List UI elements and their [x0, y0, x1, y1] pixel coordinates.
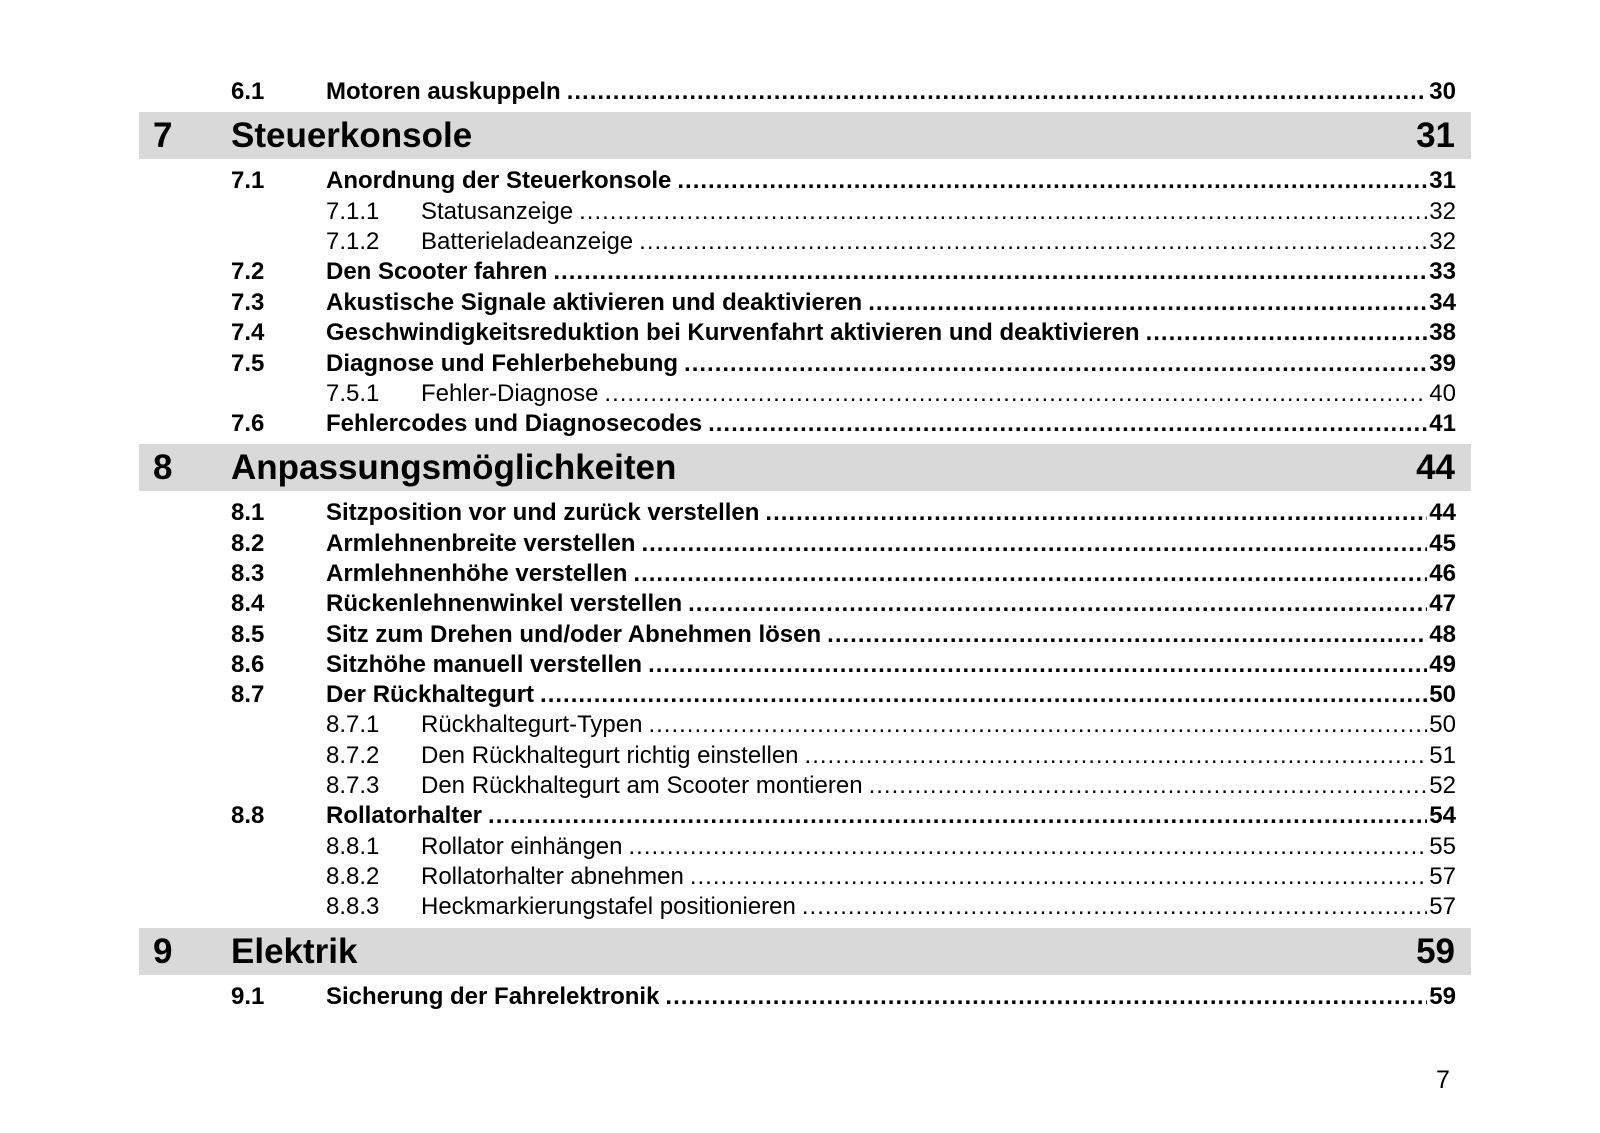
toc-entry-number: 7.1	[231, 166, 265, 194]
toc-dot-leader	[633, 560, 1427, 588]
toc-entry-number: 7.3	[231, 288, 265, 316]
toc-entry-page: 59	[1416, 931, 1455, 971]
toc-entry-title: Diagnose und Fehlerbehebung	[326, 349, 679, 377]
toc-entry-page: 32	[1429, 197, 1456, 225]
toc-entry-number: 7.1.1	[326, 197, 380, 225]
toc-entry-number: 7.5	[231, 349, 265, 377]
toc-entry-number: 8.8.2	[326, 862, 380, 890]
toc-entry-page: 57	[1429, 862, 1456, 890]
toc-entry-page: 50	[1429, 710, 1456, 738]
toc-entry-number: 8.7.1	[326, 710, 380, 738]
toc-entry-number: 7.5.1	[326, 379, 380, 407]
toc-entry-title: Statusanzeige	[421, 197, 574, 225]
toc-entry-title: Heckmarkierungstafel positionieren	[421, 892, 796, 920]
toc-subsection-row[interactable]	[231, 378, 1456, 409]
toc-entry-title: Der Rückhaltegurt	[326, 680, 535, 708]
toc-entry-title: Steuerkonsole	[231, 115, 473, 155]
toc-entry-page: 31	[1416, 115, 1455, 155]
toc-section-row[interactable]	[231, 981, 1456, 1012]
toc-dot-leader	[765, 499, 1427, 527]
toc-entry-number: 8.1	[231, 498, 265, 526]
toc-subsection-row[interactable]	[231, 740, 1456, 771]
toc-section-row[interactable]	[231, 649, 1456, 680]
toc-entry-page: 45	[1429, 529, 1456, 557]
toc-subsection-row[interactable]	[231, 891, 1456, 922]
toc-entry-number: 8.8.1	[326, 832, 380, 860]
toc-dot-leader	[641, 530, 1427, 558]
toc-entry-title: Sitzhöhe manuell verstellen	[326, 650, 643, 678]
toc-entry-number: 8.3	[231, 559, 265, 587]
page-number: 7	[1436, 1066, 1450, 1094]
toc-entry-page: 49	[1429, 650, 1456, 678]
toc-dot-leader	[648, 651, 1427, 679]
toc-entry-number: 7.4	[231, 318, 265, 346]
toc-entry-title: Sicherung der Fahrelektronik	[326, 982, 660, 1010]
toc-entry-page: 47	[1429, 589, 1456, 617]
toc-dot-leader	[665, 983, 1427, 1011]
toc-section-row[interactable]	[231, 317, 1456, 348]
toc-entry-title: Rollatorhalter	[326, 801, 483, 829]
toc-entry-number: 8.4	[231, 589, 265, 617]
toc-entry-page: 51	[1429, 741, 1456, 769]
toc-entry-page: 33	[1429, 257, 1456, 285]
toc-entry-number: 7	[153, 115, 173, 155]
toc-entry-title: Sitzposition vor und zurück verstellen	[326, 498, 760, 526]
toc-entry-number: 8.8.3	[326, 892, 380, 920]
toc-dot-leader	[1146, 319, 1428, 347]
toc-entry-page: 59	[1429, 982, 1456, 1010]
toc-dot-leader	[553, 258, 1427, 286]
toc-section-row[interactable]	[231, 256, 1456, 287]
toc-entry-page: 31	[1429, 166, 1456, 194]
toc-dot-leader	[639, 228, 1427, 256]
toc-entry-title: Sitz zum Drehen und/oder Abnehmen lösen	[326, 620, 822, 648]
toc-entry-title: Den Rückhaltegurt am Scooter montieren	[421, 771, 863, 799]
toc-entry-number: 8.7	[231, 680, 265, 708]
toc-entry-page: 41	[1429, 409, 1456, 437]
toc-entry-number: 9.1	[231, 982, 265, 1010]
toc-entry-number: 7.1.2	[326, 227, 380, 255]
toc-subsection-row[interactable]	[231, 226, 1456, 257]
toc-entry-page: 34	[1429, 288, 1456, 316]
toc-subsection-row[interactable]	[231, 861, 1456, 892]
toc-dot-leader	[868, 289, 1427, 317]
toc-entry-title: Akustische Signale aktivieren und deaktivieren	[326, 288, 863, 316]
toc-dot-leader	[540, 681, 1427, 709]
toc-section-row[interactable]	[231, 165, 1456, 196]
toc-entry-number: 7.6	[231, 409, 265, 437]
toc-dot-leader	[677, 167, 1427, 195]
toc-section-row[interactable]	[231, 558, 1456, 589]
toc-entry-number: 8.8	[231, 801, 265, 829]
toc-dot-leader	[579, 198, 1427, 226]
toc-entry-page: 39	[1429, 349, 1456, 377]
toc-entry-number: 6.1	[231, 77, 265, 105]
toc-dot-leader	[488, 802, 1427, 830]
toc-section-row[interactable]	[231, 528, 1456, 559]
toc-entry-page: 57	[1429, 892, 1456, 920]
toc-entry-title: Rollatorhalter abnehmen	[421, 862, 684, 890]
toc-entry-title: Fehlercodes und Diagnosecodes	[326, 409, 703, 437]
toc-section-row[interactable]	[231, 287, 1456, 318]
toc-entry-title: Geschwindigkeitsreduktion bei Kurvenfahrt aktivieren und deaktivieren	[326, 318, 1140, 346]
toc-entry-number: 8.5	[231, 620, 265, 648]
toc-section-row[interactable]	[231, 619, 1456, 650]
toc-section-row[interactable]	[231, 408, 1456, 439]
toc-entry-page: 52	[1429, 771, 1456, 799]
toc-subsection-row[interactable]	[231, 709, 1456, 740]
toc-dot-leader	[688, 590, 1427, 618]
toc-entry-title: Anpassungsmöglichkeiten	[231, 447, 677, 487]
toc-dot-leader	[827, 621, 1427, 649]
toc-dot-leader	[648, 711, 1427, 739]
toc-entry-title: Fehler-Diagnose	[421, 379, 599, 407]
toc-subsection-row[interactable]	[231, 196, 1456, 227]
toc-entry-title: Anordnung der Steuerkonsole	[326, 166, 672, 194]
toc-dot-leader	[604, 380, 1427, 408]
toc-entry-page: 44	[1416, 447, 1455, 487]
toc-chapter-row[interactable]	[139, 444, 1471, 491]
toc-entry-title: Rückenlehnenwinkel verstellen	[326, 589, 683, 617]
toc-entry-title: Batterieladeanzeige	[421, 227, 634, 255]
toc-entry-title: Rollator einhängen	[421, 832, 623, 860]
toc-section-row[interactable]	[231, 679, 1456, 710]
toc-subsection-row[interactable]	[231, 770, 1456, 801]
toc-dot-leader	[869, 772, 1428, 800]
toc-entry-title: Den Rückhaltegurt richtig einstellen	[421, 741, 799, 769]
toc-entry-number: 8.2	[231, 529, 265, 557]
toc-entry-number: 7.2	[231, 257, 265, 285]
toc-dot-leader	[628, 833, 1427, 861]
toc-entry-title: Elektrik	[231, 931, 358, 971]
toc-dot-leader	[690, 863, 1427, 891]
toc-entry-title: Motoren auskuppeln	[326, 77, 561, 105]
toc-entry-number: 8.7.2	[326, 741, 380, 769]
toc-entry-number: 9	[153, 931, 173, 971]
toc-dot-leader	[708, 410, 1427, 438]
toc-entry-page: 44	[1429, 498, 1456, 526]
toc-section-row[interactable]	[231, 348, 1456, 379]
toc-entry-page: 50	[1429, 680, 1456, 708]
toc-entry-page: 40	[1429, 379, 1456, 407]
toc-section-row[interactable]	[231, 800, 1456, 831]
toc-dot-leader	[567, 78, 1428, 106]
toc-entry-title: Den Scooter fahren	[326, 257, 548, 285]
toc-entry-number: 8	[153, 447, 173, 487]
toc-entry-title: Armlehnenbreite verstellen	[326, 529, 636, 557]
toc-entry-title: Rückhaltegurt-Typen	[421, 710, 643, 738]
toc-entry-page: 38	[1429, 318, 1456, 346]
toc-entry-page: 30	[1429, 77, 1456, 105]
toc-section-row[interactable]	[231, 588, 1456, 619]
toc-entry-page: 48	[1429, 620, 1456, 648]
toc-section-row[interactable]	[231, 76, 1456, 107]
toc-entry-number: 8.7.3	[326, 771, 380, 799]
toc-chapter-row[interactable]	[139, 928, 1471, 975]
toc-entry-page: 32	[1429, 227, 1456, 255]
toc-entry-page: 46	[1429, 559, 1456, 587]
toc-entry-title: Armlehnenhöhe verstellen	[326, 559, 628, 587]
toc-chapter-row[interactable]	[139, 112, 1471, 159]
toc-entry-number: 8.6	[231, 650, 265, 678]
toc-entry-page: 54	[1429, 801, 1456, 829]
toc-dot-leader	[802, 893, 1427, 921]
toc-section-row[interactable]	[231, 497, 1456, 528]
toc-entry-page: 55	[1429, 832, 1456, 860]
toc-dot-leader	[805, 742, 1428, 770]
toc-dot-leader	[684, 350, 1427, 378]
toc-subsection-row[interactable]	[231, 831, 1456, 862]
